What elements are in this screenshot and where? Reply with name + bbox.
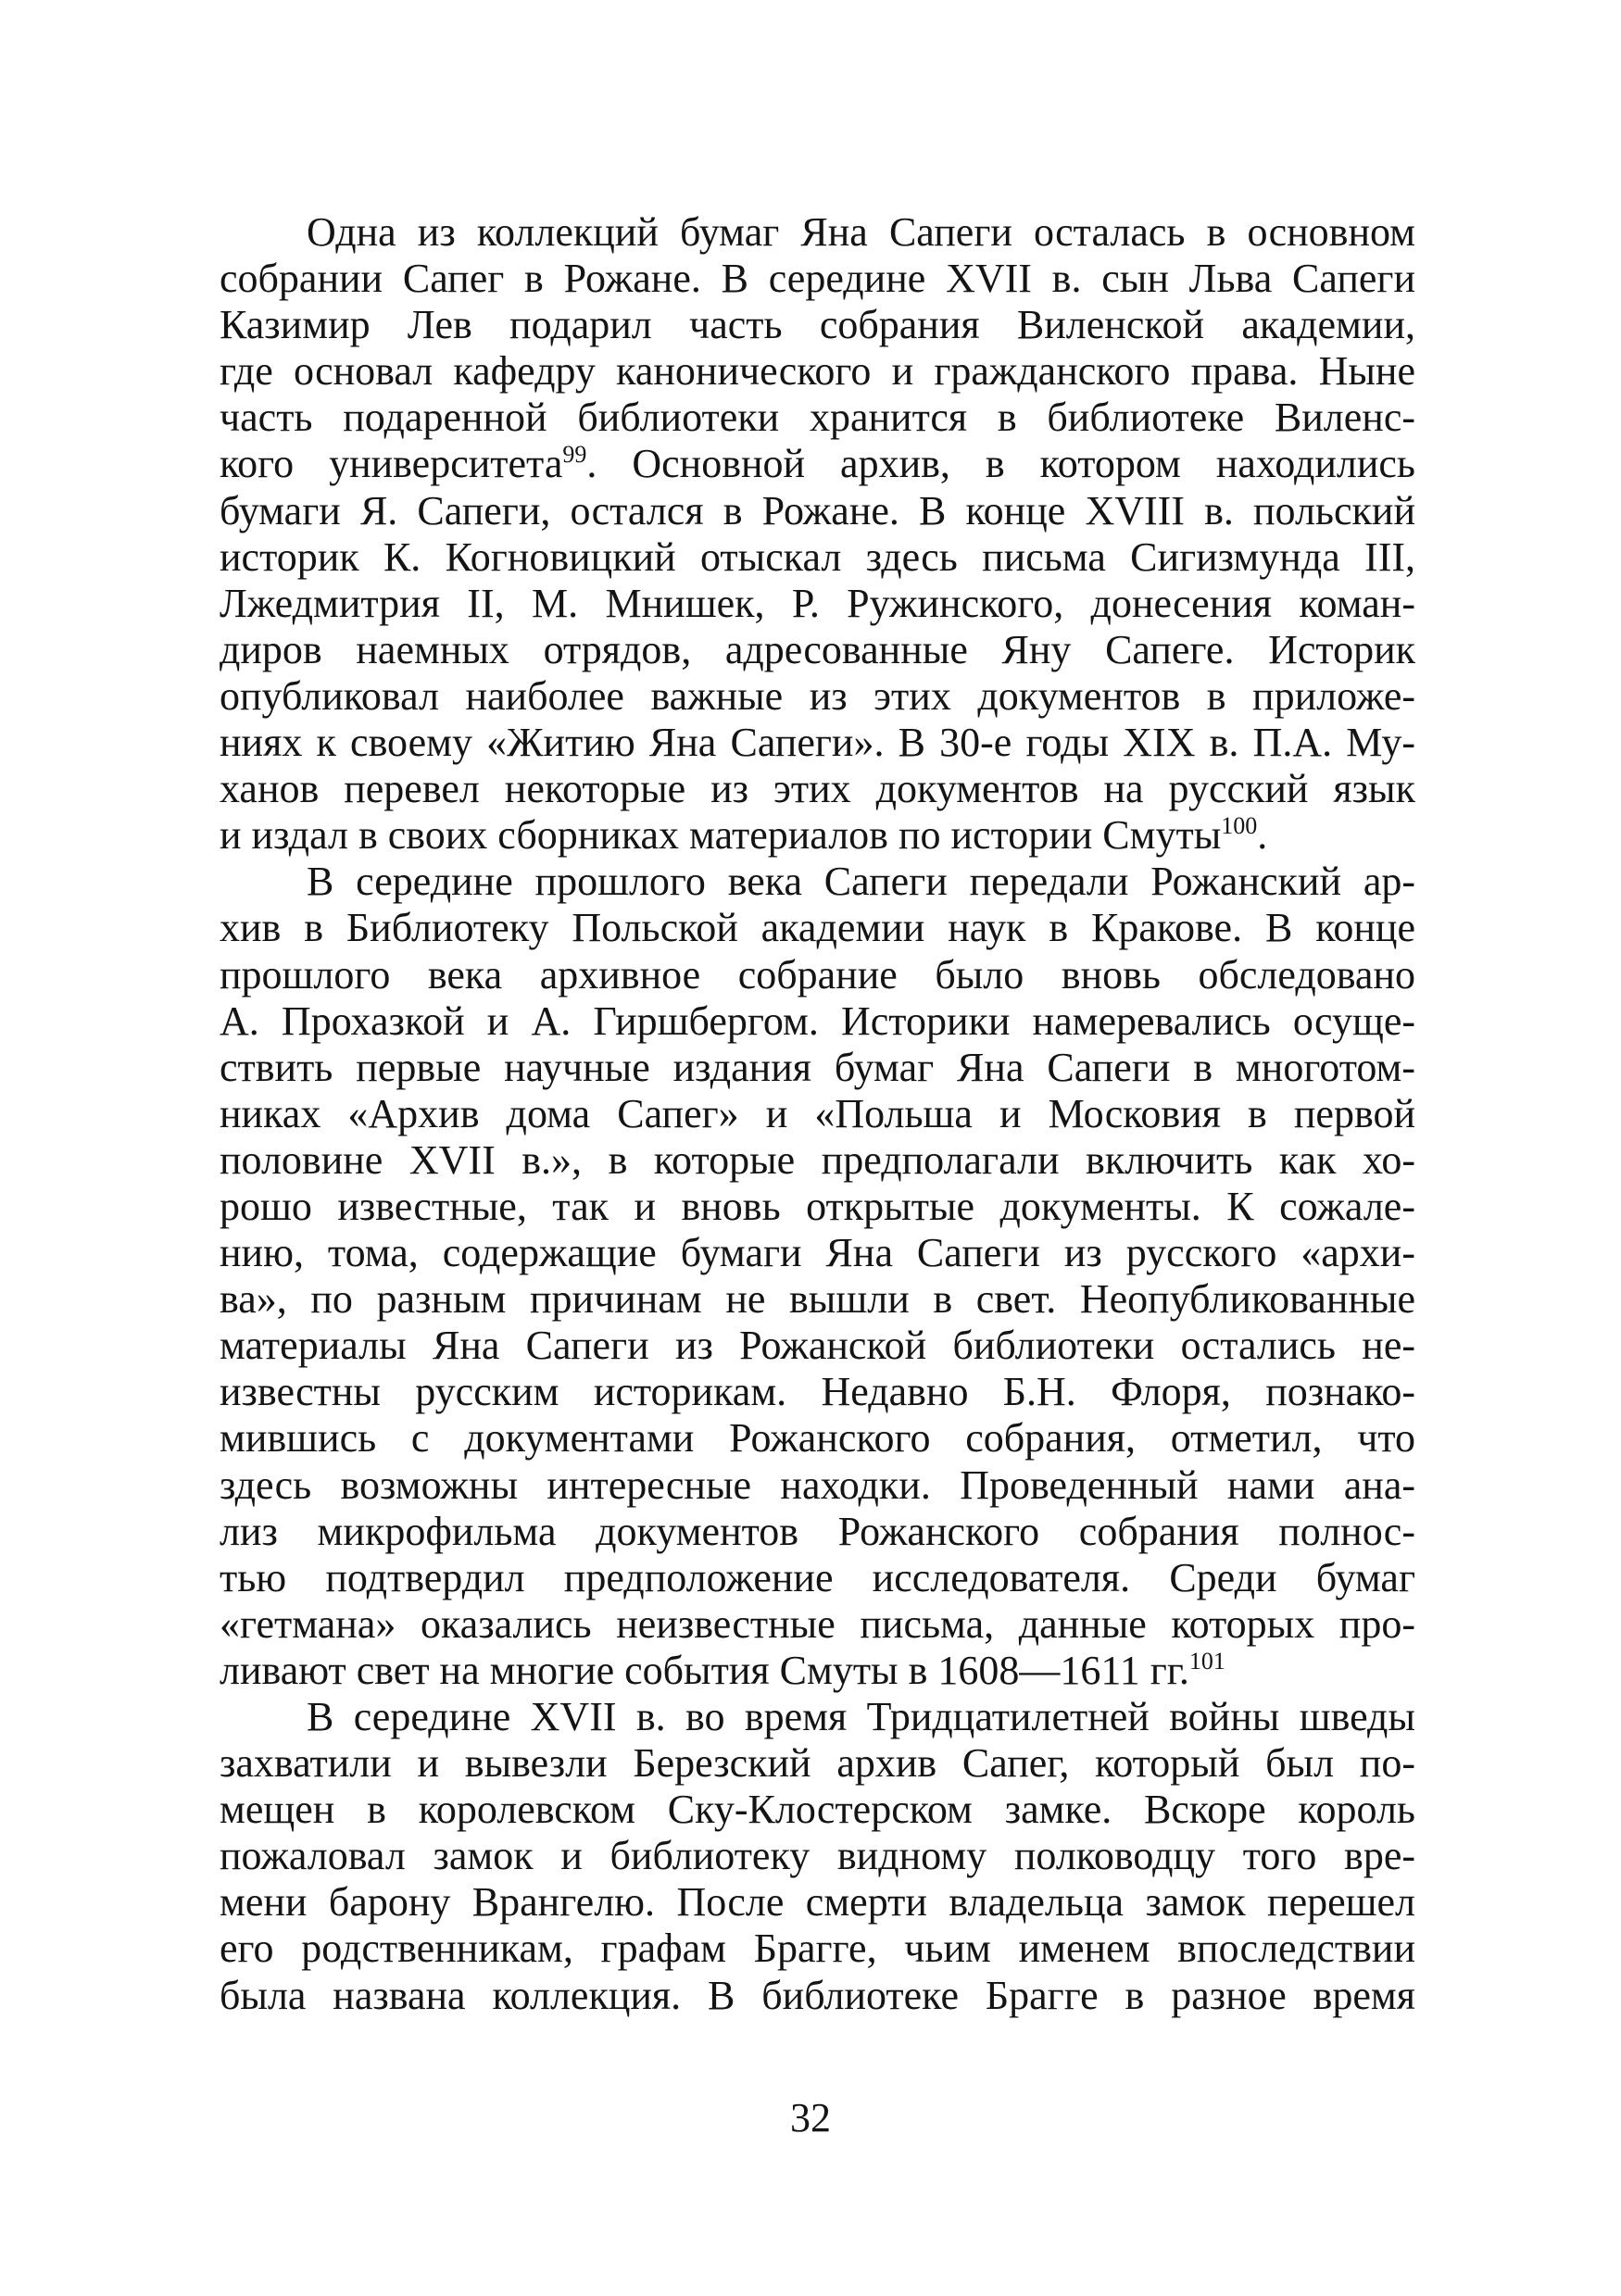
footnote-ref-100: 100 xyxy=(1221,812,1258,840)
text-line: его родственникам, графам Брагге, чьим именем впоследствии xyxy=(220,1926,1415,1972)
text-line: была названа коллекция. В библиотеке Брагге в разное время xyxy=(220,1972,1415,2018)
text-line: В середине XVII в. во время Тридцатилетней войны шведы xyxy=(307,1694,1415,1739)
footnote-ref-99: 99 xyxy=(562,441,587,469)
page-number: 32 xyxy=(790,2095,831,2140)
text-segment: . Основной архив, в котором находились xyxy=(586,441,1415,487)
text-line: ва», по разным причинам не вышли в свет. Неопубликованные xyxy=(220,1276,1415,1323)
text-line: В середине прошлого века Сапеги передали Рожанский ар- xyxy=(307,859,1415,905)
text-line: опубликовал наиболее важные из этих документов в приложе- xyxy=(220,672,1415,719)
text-segment: и издал в своих сборниках материалов по истории Смуты xyxy=(220,812,1222,859)
footnote-ref-101: 101 xyxy=(1188,1647,1225,1675)
text-line: мени барону Врангелю. После смерти владельца замок перешел xyxy=(220,1879,1415,1926)
text-line xyxy=(220,441,1415,487)
text-line: рошо известные, так и вновь открытые документы. К сожале- xyxy=(220,1183,1415,1229)
text-line: историк К. Когновицкий отыскал здесь письма Сигизмунда III, xyxy=(220,533,1415,580)
text-line: лиз микрофильма документов Рожанского собрания полнос- xyxy=(220,1508,1415,1554)
text-segment: ливают свет на многие события Смуты в 1608—1611 гг. xyxy=(220,1647,1189,1693)
text-line: Казимир Лев подарил часть собрания Виленской академии, xyxy=(220,302,1415,348)
text-line: захватили и вывезли Березский архив Сапег, который был по- xyxy=(220,1740,1415,1787)
text-line: бумаги Я. Сапеги, остался в Рожане. В конце XVIII в. польский xyxy=(220,487,1415,533)
text-line: тью подтвердил предположение исследователя. Среди бумаг xyxy=(220,1554,1415,1600)
text-line: ниях к своему «Житию Яна Сапеги». В 30-е годы XIX в. П.А. Му- xyxy=(220,720,1415,766)
text-line: известны русским историкам. Недавно Б.Н. Флоря, познако- xyxy=(220,1369,1415,1415)
text-line: прошлого века архивное собрание было вновь обследовано xyxy=(220,951,1415,997)
text-segment: . xyxy=(1257,812,1268,859)
text-line: никах «Архив дома Сапег» и «Польша и Московия в первой xyxy=(220,1090,1415,1136)
text-line: Лжедмитрия II, М. Мнишек, Р. Ружинского, донесения коман- xyxy=(220,580,1415,626)
text-line: хив в Библиотеку Польской академии наук в Кракове. В конце xyxy=(220,905,1415,951)
text-line: пожаловал замок и библиотеку видному полководцу того вре- xyxy=(220,1833,1415,1879)
text-line: мившись с документами Рожанского собрания, отметил, что xyxy=(220,1415,1415,1462)
text-line: Одна из коллекций бумаг Яна Сапеги осталась в основном xyxy=(307,209,1415,255)
text-line: ханов перевел некоторые из этих документов на русский язык xyxy=(220,766,1415,812)
text-line: нию, тома, содержащие бумаги Яна Сапеги из русского «архи- xyxy=(220,1230,1415,1276)
body-text xyxy=(220,209,1415,2019)
text-line: «гетмана» оказались неизвестные письма, данные которых про- xyxy=(220,1600,1415,1647)
text-line: где основал кафедру канонического и гражданского права. Ныне xyxy=(220,348,1415,395)
text-segment: кого университета xyxy=(220,441,563,487)
text-line xyxy=(220,812,1415,859)
text-line: материалы Яна Сапеги из Рожанской библиотеки остались не- xyxy=(220,1323,1415,1369)
text-line: ствить первые научные издания бумаг Яна Сапеги в многотом- xyxy=(220,1044,1415,1090)
text-line: здесь возможны интересные находки. Проведенный нами ана- xyxy=(220,1462,1415,1508)
text-line xyxy=(220,1648,1415,1694)
text-line: диров наемных отрядов, адресованные Яну Сапеге. Историк xyxy=(220,626,1415,672)
text-line: половине XVII в.», в которые предполагали включить как хо- xyxy=(220,1136,1415,1183)
text-line: А. Прохазкой и А. Гиршбергом. Историки намеревались осуще- xyxy=(220,997,1415,1044)
text-line: мещен в королевском Ску-Клостерском замке. Вскоре король xyxy=(220,1787,1415,1833)
text-line: часть подаренной библиотеки хранится в библиотеке Виленс- xyxy=(220,395,1415,441)
text-line: собрании Сапег в Рожане. В середине XVII в. сын Льва Сапеги xyxy=(220,256,1415,302)
